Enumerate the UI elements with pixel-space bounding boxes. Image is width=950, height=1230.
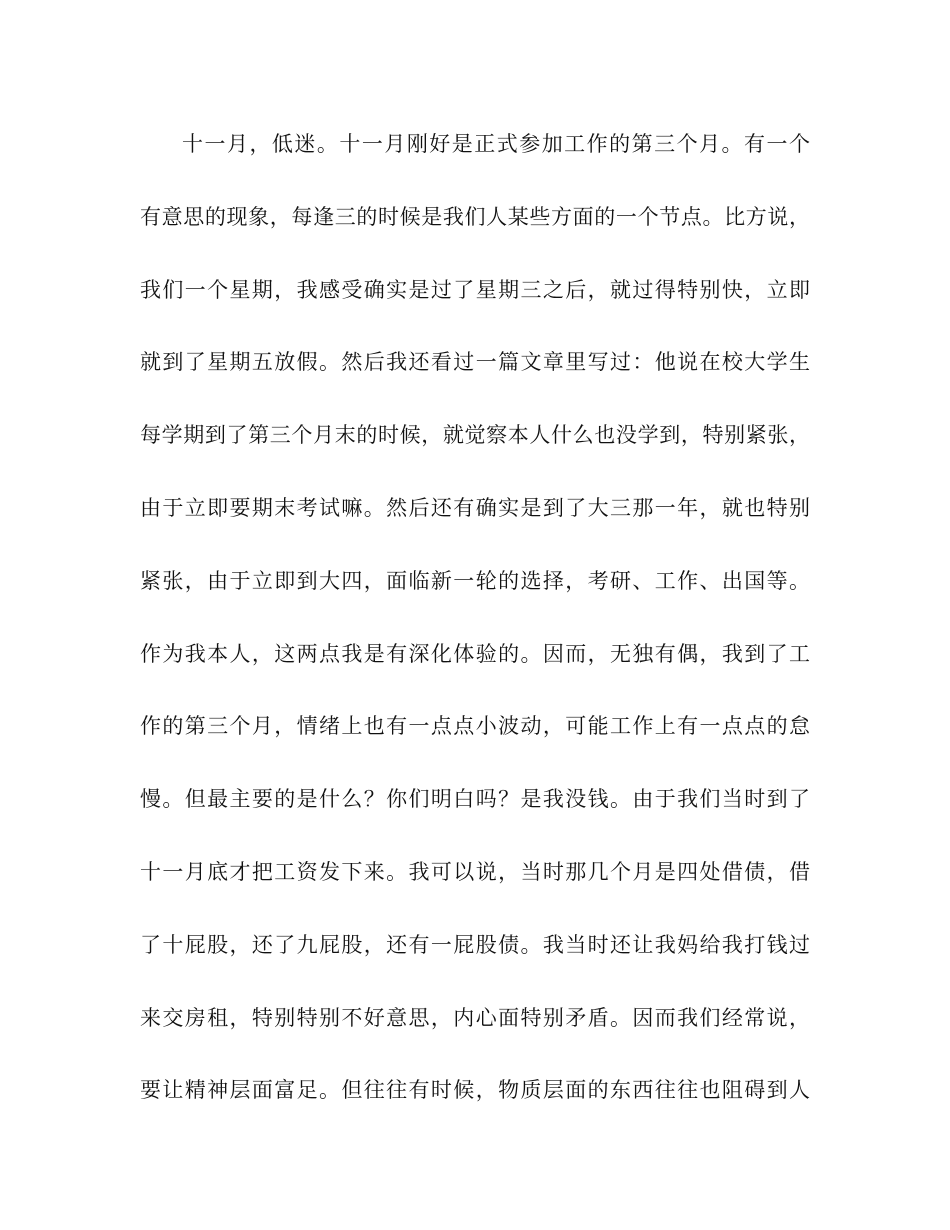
text-line: 十一月底才把工资发下来。我可以说，当时那几个月是四处借债，借 [140, 859, 810, 884]
body-paragraph [140, 126, 810, 1145]
text-line: 就到了星期五放假。然后我还看过一篇文章里写过：他说在校大学生 [140, 350, 810, 375]
text-line: 作的第三个月，情绪上也有一点点小波动，可能工作上有一点点的怠 [140, 714, 810, 739]
text-line: 由于立即要期末考试嘛。然后还有确实是到了大三那一年，就也特别 [140, 495, 810, 520]
text-line: 慢。但最主要的是什么？你们明白吗？是我没钱。由于我们当时到了 [140, 787, 810, 812]
text-line: 十一月，低迷。十一月刚好是正式参加工作的第三个月。有一个 [182, 132, 810, 156]
text-line: 紧张，由于立即到大四，面临新一轮的选择，考研、工作、出国等。 [140, 568, 810, 593]
text-line: 要让精神层面富足。但往往有时候，物质层面的东西往往也阻碍到人 [140, 1078, 810, 1103]
text-line: 了十屁股，还了九屁股，还有一屁股债。我当时还让我妈给我打钱过 [140, 932, 810, 957]
text-line: 作为我本人，这两点我是有深化体验的。因而，无独有偶，我到了工 [140, 641, 810, 666]
text-line: 有意思的现象，每逢三的时候是我们人某些方面的一个节点。比方说， [140, 204, 810, 229]
text-line: 来交房租，特别特别不好意思，内心面特别矛盾。因而我们经常说， [140, 1005, 810, 1030]
text-line: 我们一个星期，我感受确实是过了星期三之后，就过得特别快，立即 [140, 277, 810, 302]
text-line: 每学期到了第三个月末的时候，就觉察本人什么也没学到，特别紧张， [140, 423, 810, 448]
